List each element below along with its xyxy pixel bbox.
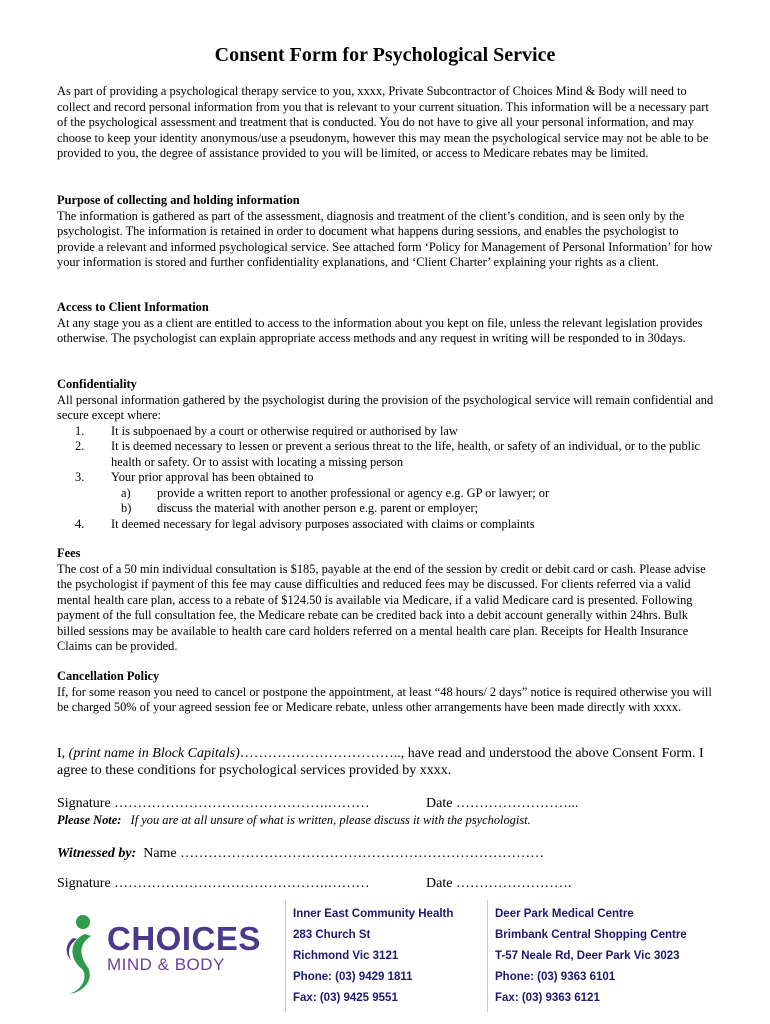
- witness-label: Witnessed by:: [57, 846, 137, 861]
- figure-icon: [55, 908, 105, 998]
- sub-list-text: provide a written report to another professional or agency e.g. GP or lawyer; or: [157, 485, 550, 500]
- address-line: Inner East Community Health: [293, 908, 454, 920]
- sub-list-text: discuss the material with another person e.g. parent or employer;: [157, 501, 479, 515]
- note-label: Please Note:: [57, 813, 122, 827]
- list-text: Your prior approval has been obtained to: [111, 470, 314, 484]
- date-label: Date ……………………...: [426, 796, 579, 811]
- access-section: [57, 300, 717, 347]
- purpose-heading: Purpose of collecting and holding information: [57, 193, 300, 207]
- address-line: Richmond Vic 3121: [293, 950, 399, 962]
- logo-text-choices: CHOICES: [107, 920, 261, 957]
- address-line: T-57 Neale Rd, Deer Park Vic 3023: [495, 950, 680, 962]
- list-item: [57, 424, 717, 440]
- cancellation-section: [57, 669, 717, 716]
- sub-list-item: [57, 486, 717, 502]
- intro-text: As part of providing a psychological therapy service to you, xxxx, Private Subcontractor of Choices Mind & Body will need to collect and record personal information from you that is relevant to your current situation. This information will be a necessary part of the psychological assessment and treatment that is conducted. You do not have to give all your personal information, and may choose to keep your identity anonymous/use a pseudonym, however this may mean the psychological service may not be able to be provided to you, the degree of assistance provided to you will be limited, or access to Medicare rebates may be limited.: [57, 84, 709, 160]
- fees-text: The cost of a 50 min individual consultation is $185, payable at the end of the session by credit or debit card or cash. Please advise the psychologist if payment of this fee may cause difficulties and reduced fees may be discussed. For clients referred via a valid mental health care plan, access to a rebate of $124.50 is available via Medicare, if a valid Medicare card is presented. Following payment of the full consultation fee, the Medicare rebate can be credited back into a debit account generally within 24hrs. Bulk billed sessions may be available to health care card holders referred on a mental health care plan. Receipts for Health Insurance Claims can be provided.: [57, 561, 706, 653]
- fees-heading: Fees: [57, 546, 81, 560]
- fax-line: Fax: (03) 9363 6121: [495, 992, 600, 1004]
- declaration-text: …………………………….., have read and understood the above Consent Form. I agree to these conditions for psychological services provided by xxxx.: [57, 746, 704, 778]
- confidentiality-list: [57, 424, 717, 533]
- date-line-witness[interactable]: [426, 876, 571, 892]
- footer-divider: [285, 900, 286, 1012]
- address-line: Deer Park Medical Centre: [495, 908, 634, 920]
- signature-line-witness[interactable]: [57, 876, 370, 892]
- phone-line: Phone: (03) 9429 1811: [293, 971, 413, 983]
- list-item: [57, 439, 717, 470]
- list-number: 4.: [75, 516, 85, 531]
- footer-divider: [487, 900, 488, 1012]
- witness-line[interactable]: [57, 846, 544, 862]
- page-title: Consent Form for Psychological Service: [214, 44, 556, 66]
- choices-logo: [55, 908, 275, 998]
- access-text: At any stage you as a client are entitled to access to the information about you kept on file, unless the relevant legislation provides otherwise. The psychologist can explain appropriate access methods and any request in writing will be responded to in 30days.: [57, 315, 703, 345]
- intro-paragraph: [57, 84, 717, 162]
- declaration: [57, 745, 717, 779]
- signature-label: Signature ……………………………………….………: [57, 796, 370, 811]
- declaration-prefix: I,: [57, 746, 69, 761]
- list-item: [57, 470, 717, 486]
- phone-line: Phone: (03) 9363 6101: [495, 971, 616, 983]
- fax-line: Fax: (03) 9425 9551: [293, 992, 398, 1004]
- access-heading: Access to Client Information: [57, 300, 209, 314]
- date-line-client[interactable]: [426, 796, 578, 812]
- purpose-section: [57, 193, 717, 271]
- list-text: It is deemed necessary to lessen or prevent a serious threat to the life, health, or safety of an individual, or to the public health or safety. Or to assist with locating a missing person: [111, 439, 701, 469]
- fees-section: [57, 546, 717, 655]
- signature-label: Signature ……………………………………….………: [57, 876, 370, 891]
- print-name-hint: (print name in Block Capitals): [68, 746, 240, 761]
- cancellation-heading: Cancellation Policy: [57, 669, 160, 683]
- list-text: It is subpoenaed by a court or otherwise required or authorised by law: [111, 423, 458, 438]
- sub-list-letter: b): [121, 501, 132, 515]
- list-number: 1.: [75, 423, 85, 438]
- confidentiality-text: All personal information gathered by the psychologist during the provision of the psychological service will remain confidential and secure except where:: [57, 392, 714, 422]
- list-item: [57, 517, 717, 533]
- purpose-text: The information is gathered as part of the assessment, diagnosis and treatment of the client’s condition, and is seen only by the psychologist. The information is retained in order to document what happens during sessions, and enables the psychologist to provide a relevant and informed psychological service. See attached form ‘Policy for Management of Personal Information’ for how your information is stored and further confidentiality explanations, and ‘Client Charter’ explaining your rights as a client.: [57, 208, 713, 269]
- sub-list-item: [57, 501, 717, 517]
- note-text: If you are at all unsure of what is written, please discuss it with the psychologist.: [130, 813, 531, 827]
- logo-text-mind-body: MIND & BODY: [107, 955, 225, 974]
- confidentiality-section: [57, 377, 717, 532]
- footer-address-deer-park: [495, 904, 687, 1009]
- footer: [50, 900, 720, 1012]
- list-text: It deemed necessary for legal advisory purposes associated with claims or complaints: [111, 516, 535, 531]
- cancellation-text: If, for some reason you need to cancel or postpone the appointment, at least “48 hours/ 2 days” notice is required otherwise you will be charged 50% of your agreed session fee or Medicare rebate, unless other arrangements have been made directly with xxxx.: [57, 684, 712, 714]
- please-note: [57, 813, 531, 828]
- list-number: 2.: [75, 439, 85, 453]
- list-number: 3.: [75, 470, 85, 484]
- address-line: 283 Church St: [293, 929, 371, 941]
- sub-list-letter: a): [121, 485, 131, 500]
- confidentiality-heading: Confidentiality: [57, 377, 137, 391]
- signature-line-client[interactable]: [57, 796, 370, 812]
- witness-name: Name ……………………………………………………………………: [143, 846, 545, 861]
- date-label: Date …………………….: [426, 876, 572, 891]
- address-line: Brimbank Central Shopping Centre: [495, 929, 687, 941]
- footer-address-richmond: [293, 904, 453, 1009]
